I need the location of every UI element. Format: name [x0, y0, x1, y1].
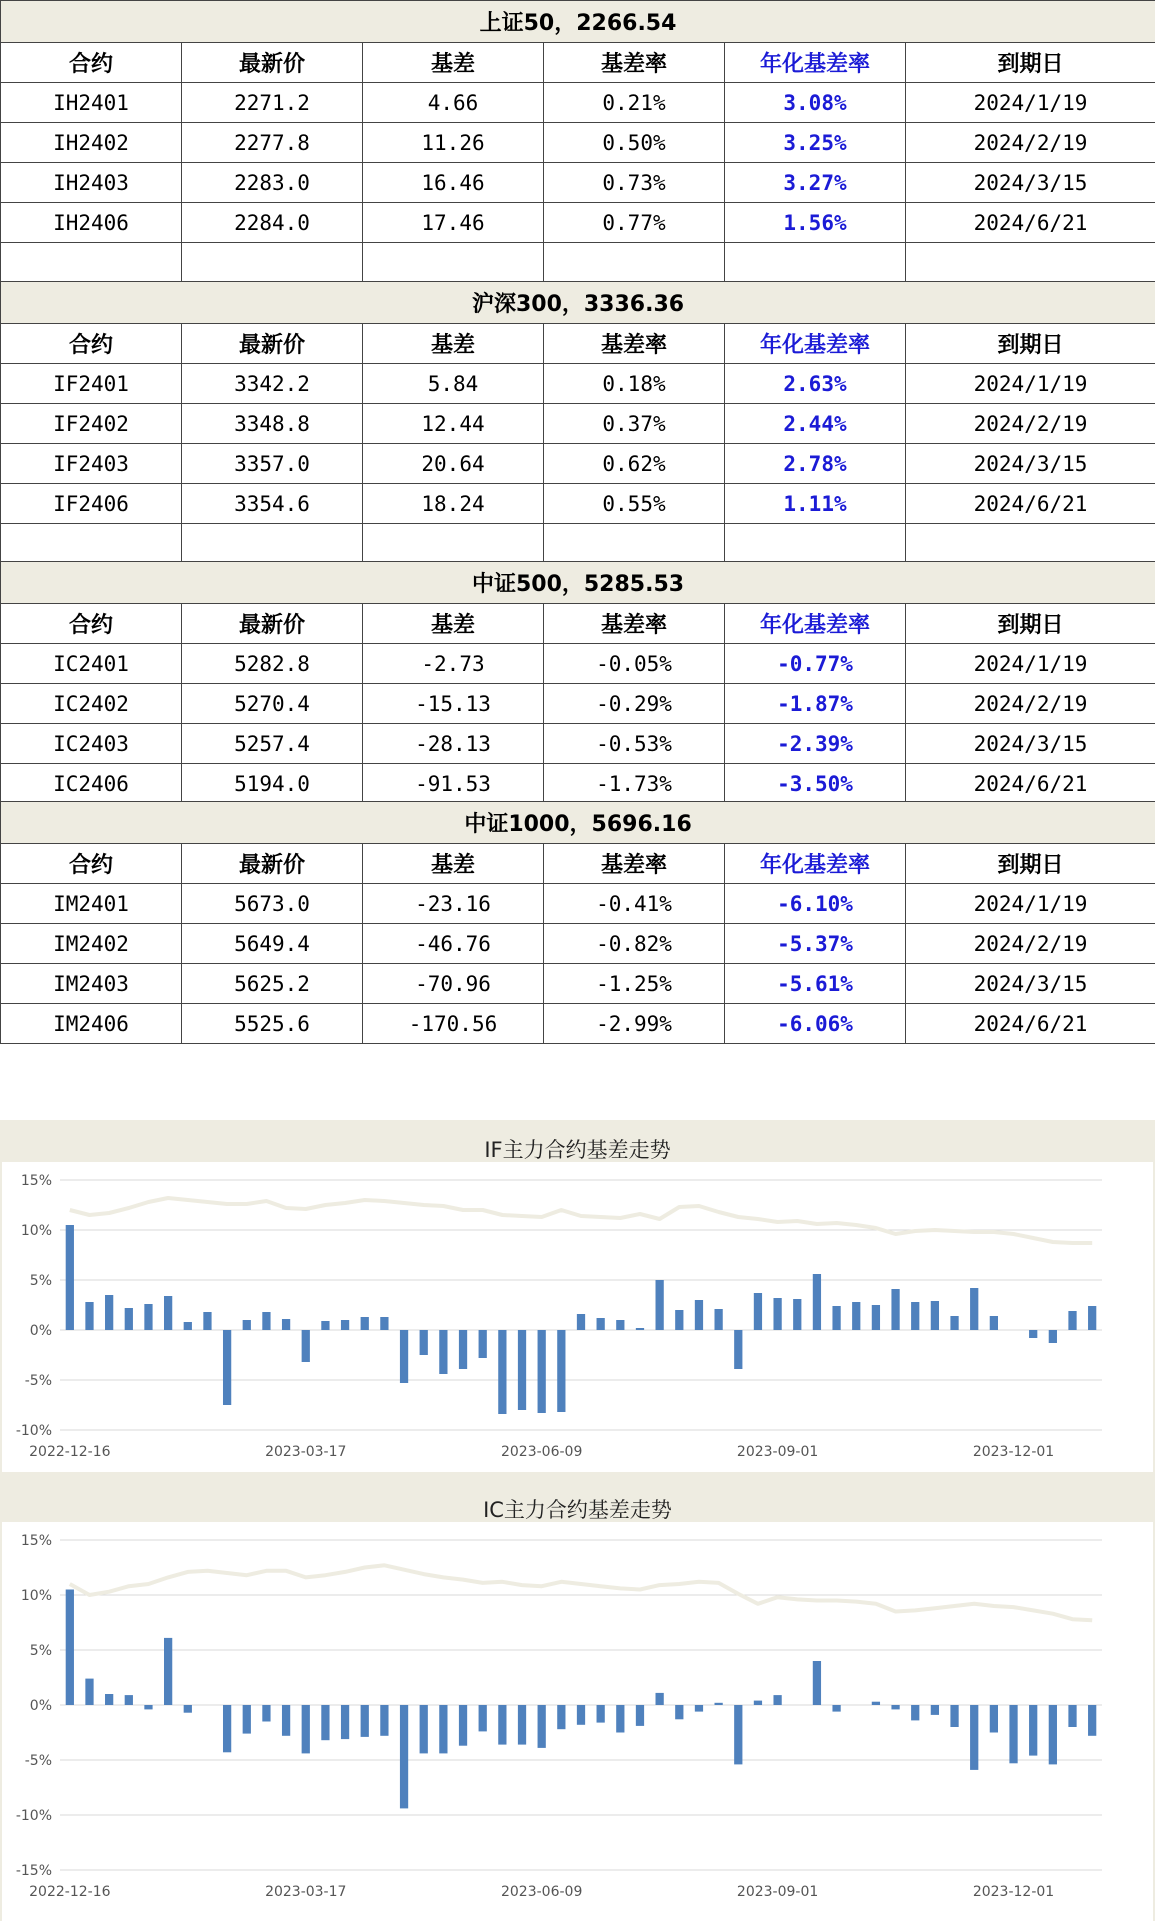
bar	[400, 1330, 408, 1383]
bar	[577, 1314, 585, 1330]
cell-price: 5270.4	[182, 684, 363, 724]
table-row	[1, 364, 1155, 404]
cell-basis: 11.26	[363, 123, 544, 163]
cell-contract: IF2403	[1, 444, 182, 484]
col-header-price: 最新价	[182, 844, 363, 884]
cell-basis-rate: 0.50%	[544, 123, 725, 163]
table-row	[1, 684, 1155, 724]
cell-expiry: 2024/6/21	[906, 203, 1155, 243]
y-tick-label: -5%	[24, 1373, 52, 1389]
chart-title: IF主力合约基差走势	[484, 1138, 671, 1162]
bar	[970, 1288, 978, 1330]
bar	[164, 1296, 172, 1330]
cell-annual-rate: 2.63%	[725, 364, 906, 404]
cell-annual-rate: 3.27%	[725, 163, 906, 203]
bar	[754, 1293, 762, 1330]
cell-contract: IH2403	[1, 163, 182, 203]
col-header-price: 最新价	[182, 43, 363, 83]
chart-title: IC主力合约基差走势	[483, 1498, 672, 1522]
bar	[538, 1330, 546, 1413]
table-row	[1, 1004, 1155, 1044]
cell-basis-rate: -0.82%	[544, 924, 725, 964]
bar	[498, 1705, 506, 1745]
cell-expiry: 2024/3/15	[906, 724, 1155, 764]
cell-price: 5282.8	[182, 644, 363, 684]
col-header-basis: 基差	[363, 844, 544, 884]
x-tick-label: 2023-03-17	[265, 1444, 347, 1460]
table-row	[1, 444, 1155, 484]
table-row	[1, 484, 1155, 524]
bar	[282, 1319, 290, 1330]
cell-annual-rate: 3.08%	[725, 83, 906, 123]
cell-basis: -15.13	[363, 684, 544, 724]
bar	[223, 1705, 231, 1752]
bar	[616, 1705, 624, 1733]
bar	[262, 1705, 270, 1722]
cell-expiry: 2024/3/15	[906, 444, 1155, 484]
col-header-price: 最新价	[182, 604, 363, 644]
cell-price: 5649.4	[182, 924, 363, 964]
cell-annual-rate: -0.77%	[725, 644, 906, 684]
bar	[714, 1309, 722, 1330]
cell-basis: -170.56	[363, 1004, 544, 1044]
cell-basis: -23.16	[363, 884, 544, 924]
bar	[1049, 1330, 1057, 1343]
bar	[125, 1695, 133, 1705]
bar	[950, 1316, 958, 1330]
col-header-basis-rate: 基差率	[544, 604, 725, 644]
bar	[911, 1302, 919, 1330]
cell-basis: -46.76	[363, 924, 544, 964]
bar	[538, 1705, 546, 1748]
bar	[616, 1320, 624, 1330]
bar	[420, 1330, 428, 1355]
cell-annual-rate: 1.56%	[725, 203, 906, 243]
cell-annual-rate: 1.11%	[725, 484, 906, 524]
y-tick-label: 15%	[20, 1533, 52, 1549]
table-row	[1, 83, 1155, 123]
bar	[184, 1705, 192, 1713]
cell-annual-rate: 2.44%	[725, 404, 906, 444]
y-tick-label: 5%	[29, 1643, 52, 1659]
bar	[1068, 1705, 1076, 1727]
col-header-expiry: 到期日	[906, 604, 1155, 644]
chart-panel-if	[0, 1120, 1155, 1480]
cell-price: 5625.2	[182, 964, 363, 1004]
bar	[302, 1705, 310, 1753]
cell-expiry: 2024/6/21	[906, 1004, 1155, 1044]
cell-annual-rate: -6.10%	[725, 884, 906, 924]
y-tick-label: -10%	[15, 1423, 52, 1439]
bar	[950, 1705, 958, 1727]
bar	[990, 1316, 998, 1330]
chart-if-basis	[2, 1162, 1153, 1472]
bar	[85, 1679, 93, 1705]
bar	[302, 1330, 310, 1362]
table-zz1000	[0, 801, 1155, 1044]
section-title: 上证50，2266.54	[1, 1, 1155, 43]
bar	[695, 1705, 703, 1712]
col-header-annual-rate: 年化基差率	[725, 604, 906, 644]
bar	[832, 1705, 840, 1712]
cell-basis: 4.66	[363, 83, 544, 123]
cell-price: 2283.0	[182, 163, 363, 203]
bar	[872, 1702, 880, 1705]
cell-basis: 16.46	[363, 163, 544, 203]
x-tick-label: 2023-09-01	[736, 1444, 819, 1460]
bar	[734, 1705, 742, 1764]
bar	[203, 1312, 211, 1330]
index-line	[70, 1198, 1092, 1243]
bar	[105, 1295, 113, 1330]
cell-price: 5194.0	[182, 764, 363, 804]
cell-expiry: 2024/3/15	[906, 964, 1155, 1004]
chart-panel-ic	[0, 1480, 1155, 1921]
bar	[282, 1705, 290, 1736]
cell-basis-rate: -0.41%	[544, 884, 725, 924]
table-row	[1, 764, 1155, 804]
bar	[380, 1705, 388, 1736]
cell-expiry: 2024/6/21	[906, 484, 1155, 524]
bar	[400, 1705, 408, 1808]
table-row	[1, 123, 1155, 163]
cell-contract: IF2402	[1, 404, 182, 444]
bar	[990, 1705, 998, 1733]
table-row	[1, 163, 1155, 203]
bar	[872, 1305, 880, 1330]
chart-ic-basis	[2, 1522, 1153, 1921]
cell-contract: IM2406	[1, 1004, 182, 1044]
bar	[459, 1705, 467, 1746]
y-tick-label: 5%	[29, 1273, 52, 1289]
x-tick-label: 2023-06-09	[500, 1444, 583, 1460]
col-header-expiry: 到期日	[906, 324, 1155, 364]
col-header-basis-rate: 基差率	[544, 844, 725, 884]
bar	[1049, 1705, 1057, 1764]
x-tick-label: 2022-12-16	[29, 1884, 111, 1900]
cell-expiry: 2024/1/19	[906, 644, 1155, 684]
bar	[597, 1318, 605, 1330]
bar	[85, 1302, 93, 1330]
cell-basis-rate: 0.21%	[544, 83, 725, 123]
col-header-price: 最新价	[182, 324, 363, 364]
cell-expiry: 2024/2/19	[906, 684, 1155, 724]
x-tick-label: 2023-12-01	[972, 1884, 1055, 1900]
bar	[675, 1705, 683, 1719]
y-tick-label: -10%	[15, 1808, 52, 1824]
cell-expiry: 2024/2/19	[906, 404, 1155, 444]
cell-expiry: 2024/2/19	[906, 123, 1155, 163]
col-header-contract: 合约	[1, 844, 182, 884]
bar	[341, 1320, 349, 1330]
cell-basis: 17.46	[363, 203, 544, 243]
col-header-expiry: 到期日	[906, 43, 1155, 83]
x-tick-label: 2023-12-01	[972, 1444, 1055, 1460]
cell-basis-rate: 0.77%	[544, 203, 725, 243]
cell-annual-rate: -3.50%	[725, 764, 906, 804]
bar	[773, 1695, 781, 1705]
bar	[911, 1705, 919, 1720]
bar	[852, 1302, 860, 1330]
x-tick-label: 2023-06-09	[500, 1884, 583, 1900]
col-header-contract: 合约	[1, 604, 182, 644]
section-title: 中证1000，5696.16	[1, 802, 1155, 844]
bar	[439, 1705, 447, 1753]
cell-annual-rate: -5.37%	[725, 924, 906, 964]
cell-basis: 20.64	[363, 444, 544, 484]
cell-basis-rate: 0.37%	[544, 404, 725, 444]
bar	[714, 1703, 722, 1705]
col-header-basis-rate: 基差率	[544, 324, 725, 364]
bar	[813, 1661, 821, 1705]
cell-basis-rate: 0.62%	[544, 444, 725, 484]
cell-basis-rate: -2.99%	[544, 1004, 725, 1044]
bar	[420, 1705, 428, 1753]
cell-contract: IF2406	[1, 484, 182, 524]
bar	[1029, 1330, 1037, 1338]
col-header-basis: 基差	[363, 43, 544, 83]
bar	[184, 1322, 192, 1330]
table-row	[1, 203, 1155, 243]
cell-basis: -28.13	[363, 724, 544, 764]
cell-basis: 5.84	[363, 364, 544, 404]
y-tick-label: 0%	[29, 1323, 52, 1339]
cell-contract: IC2403	[1, 724, 182, 764]
bar	[498, 1330, 506, 1414]
cell-annual-rate: -1.87%	[725, 684, 906, 724]
cell-annual-rate: 2.78%	[725, 444, 906, 484]
bar	[361, 1317, 369, 1330]
cell-expiry: 2024/3/15	[906, 163, 1155, 203]
cell-basis-rate: -0.53%	[544, 724, 725, 764]
bar	[105, 1694, 113, 1705]
bar	[439, 1330, 447, 1374]
bar	[144, 1304, 152, 1330]
cell-basis: 12.44	[363, 404, 544, 444]
cell-contract: IH2406	[1, 203, 182, 243]
y-tick-label: 15%	[20, 1173, 52, 1189]
bar	[793, 1299, 801, 1330]
cell-basis-rate: -1.25%	[544, 964, 725, 1004]
empty-row	[1, 524, 1155, 564]
cell-basis-rate: 0.73%	[544, 163, 725, 203]
section-title: 中证500，5285.53	[1, 562, 1155, 604]
bar	[1088, 1705, 1096, 1736]
cell-price: 3357.0	[182, 444, 363, 484]
cell-basis: -91.53	[363, 764, 544, 804]
bar	[243, 1705, 251, 1734]
cell-contract: IC2401	[1, 644, 182, 684]
section-title: 沪深300，3336.36	[1, 282, 1155, 324]
bar	[656, 1280, 664, 1330]
y-tick-label: -15%	[15, 1863, 52, 1879]
bar	[675, 1310, 683, 1330]
cell-expiry: 2024/1/19	[906, 884, 1155, 924]
cell-price: 2284.0	[182, 203, 363, 243]
bar	[891, 1705, 899, 1709]
bar	[636, 1705, 644, 1726]
cell-contract: IH2402	[1, 123, 182, 163]
cell-price: 3354.6	[182, 484, 363, 524]
bar	[1029, 1705, 1037, 1756]
bar	[931, 1301, 939, 1330]
index-line	[70, 1565, 1092, 1620]
table-row	[1, 964, 1155, 1004]
bar	[1088, 1306, 1096, 1330]
cell-contract: IC2402	[1, 684, 182, 724]
cell-basis: -70.96	[363, 964, 544, 1004]
bar	[557, 1705, 565, 1729]
bar	[636, 1328, 644, 1330]
col-header-expiry: 到期日	[906, 844, 1155, 884]
bar	[695, 1300, 703, 1330]
table-sz50	[0, 0, 1155, 283]
bar	[891, 1289, 899, 1330]
bar	[459, 1330, 467, 1369]
cell-price: 2271.2	[182, 83, 363, 123]
bar	[518, 1330, 526, 1410]
bar	[380, 1317, 388, 1330]
bar	[773, 1298, 781, 1330]
bar	[1009, 1705, 1017, 1763]
bar	[832, 1306, 840, 1330]
y-tick-label: 10%	[20, 1588, 52, 1604]
x-tick-label: 2023-03-17	[265, 1884, 347, 1900]
bar	[321, 1321, 329, 1330]
bar	[931, 1705, 939, 1715]
cell-basis-rate: -0.29%	[544, 684, 725, 724]
col-header-basis-rate: 基差率	[544, 43, 725, 83]
table-hs300	[0, 281, 1155, 564]
bar	[518, 1705, 526, 1745]
cell-price: 2277.8	[182, 123, 363, 163]
bar	[479, 1705, 487, 1731]
col-header-annual-rate: 年化基差率	[725, 844, 906, 884]
cell-expiry: 2024/2/19	[906, 924, 1155, 964]
col-header-basis: 基差	[363, 324, 544, 364]
x-tick-label: 2023-09-01	[736, 1884, 819, 1900]
cell-basis: 18.24	[363, 484, 544, 524]
bar	[577, 1705, 585, 1725]
bar	[223, 1330, 231, 1405]
cell-contract: IH2401	[1, 83, 182, 123]
empty-row	[1, 243, 1155, 283]
cell-basis-rate: -1.73%	[544, 764, 725, 804]
cell-expiry: 2024/1/19	[906, 83, 1155, 123]
col-header-annual-rate: 年化基差率	[725, 324, 906, 364]
bar	[597, 1705, 605, 1723]
cell-basis-rate: 0.18%	[544, 364, 725, 404]
cell-basis: -2.73	[363, 644, 544, 684]
x-tick-label: 2022-12-16	[29, 1444, 111, 1460]
bar	[262, 1312, 270, 1330]
cell-basis-rate: -0.05%	[544, 644, 725, 684]
bar	[970, 1705, 978, 1770]
table-row	[1, 884, 1155, 924]
table-row	[1, 644, 1155, 684]
table-zz500	[0, 561, 1155, 804]
bar	[66, 1590, 74, 1706]
col-header-contract: 合约	[1, 324, 182, 364]
bar	[164, 1638, 172, 1705]
bar	[813, 1274, 821, 1330]
bar	[754, 1701, 762, 1705]
col-header-basis: 基差	[363, 604, 544, 644]
bar	[479, 1330, 487, 1358]
cell-annual-rate: 3.25%	[725, 123, 906, 163]
cell-expiry: 2024/6/21	[906, 764, 1155, 804]
bar	[125, 1308, 133, 1330]
bar	[321, 1705, 329, 1740]
cell-expiry: 2024/1/19	[906, 364, 1155, 404]
bar	[557, 1330, 565, 1412]
bar	[243, 1320, 251, 1330]
y-tick-label: -5%	[24, 1753, 52, 1769]
cell-contract: IM2402	[1, 924, 182, 964]
bar	[341, 1705, 349, 1739]
y-tick-label: 0%	[29, 1698, 52, 1714]
table-row	[1, 924, 1155, 964]
cell-contract: IM2401	[1, 884, 182, 924]
y-tick-label: 10%	[20, 1223, 52, 1239]
bar	[656, 1693, 664, 1705]
cell-price: 5257.4	[182, 724, 363, 764]
cell-price: 5525.6	[182, 1004, 363, 1044]
cell-price: 3342.2	[182, 364, 363, 404]
cell-basis-rate: 0.55%	[544, 484, 725, 524]
bar	[144, 1705, 152, 1709]
col-header-contract: 合约	[1, 43, 182, 83]
bar	[361, 1705, 369, 1737]
cell-price: 5673.0	[182, 884, 363, 924]
table-row	[1, 404, 1155, 444]
cell-contract: IF2401	[1, 364, 182, 404]
bar	[1068, 1311, 1076, 1330]
bar	[734, 1330, 742, 1369]
bar	[66, 1225, 74, 1330]
cell-contract: IC2406	[1, 764, 182, 804]
cell-annual-rate: -2.39%	[725, 724, 906, 764]
table-row	[1, 724, 1155, 764]
cell-annual-rate: -6.06%	[725, 1004, 906, 1044]
cell-annual-rate: -5.61%	[725, 964, 906, 1004]
cell-price: 3348.8	[182, 404, 363, 444]
cell-contract: IM2403	[1, 964, 182, 1004]
col-header-annual-rate: 年化基差率	[725, 43, 906, 83]
